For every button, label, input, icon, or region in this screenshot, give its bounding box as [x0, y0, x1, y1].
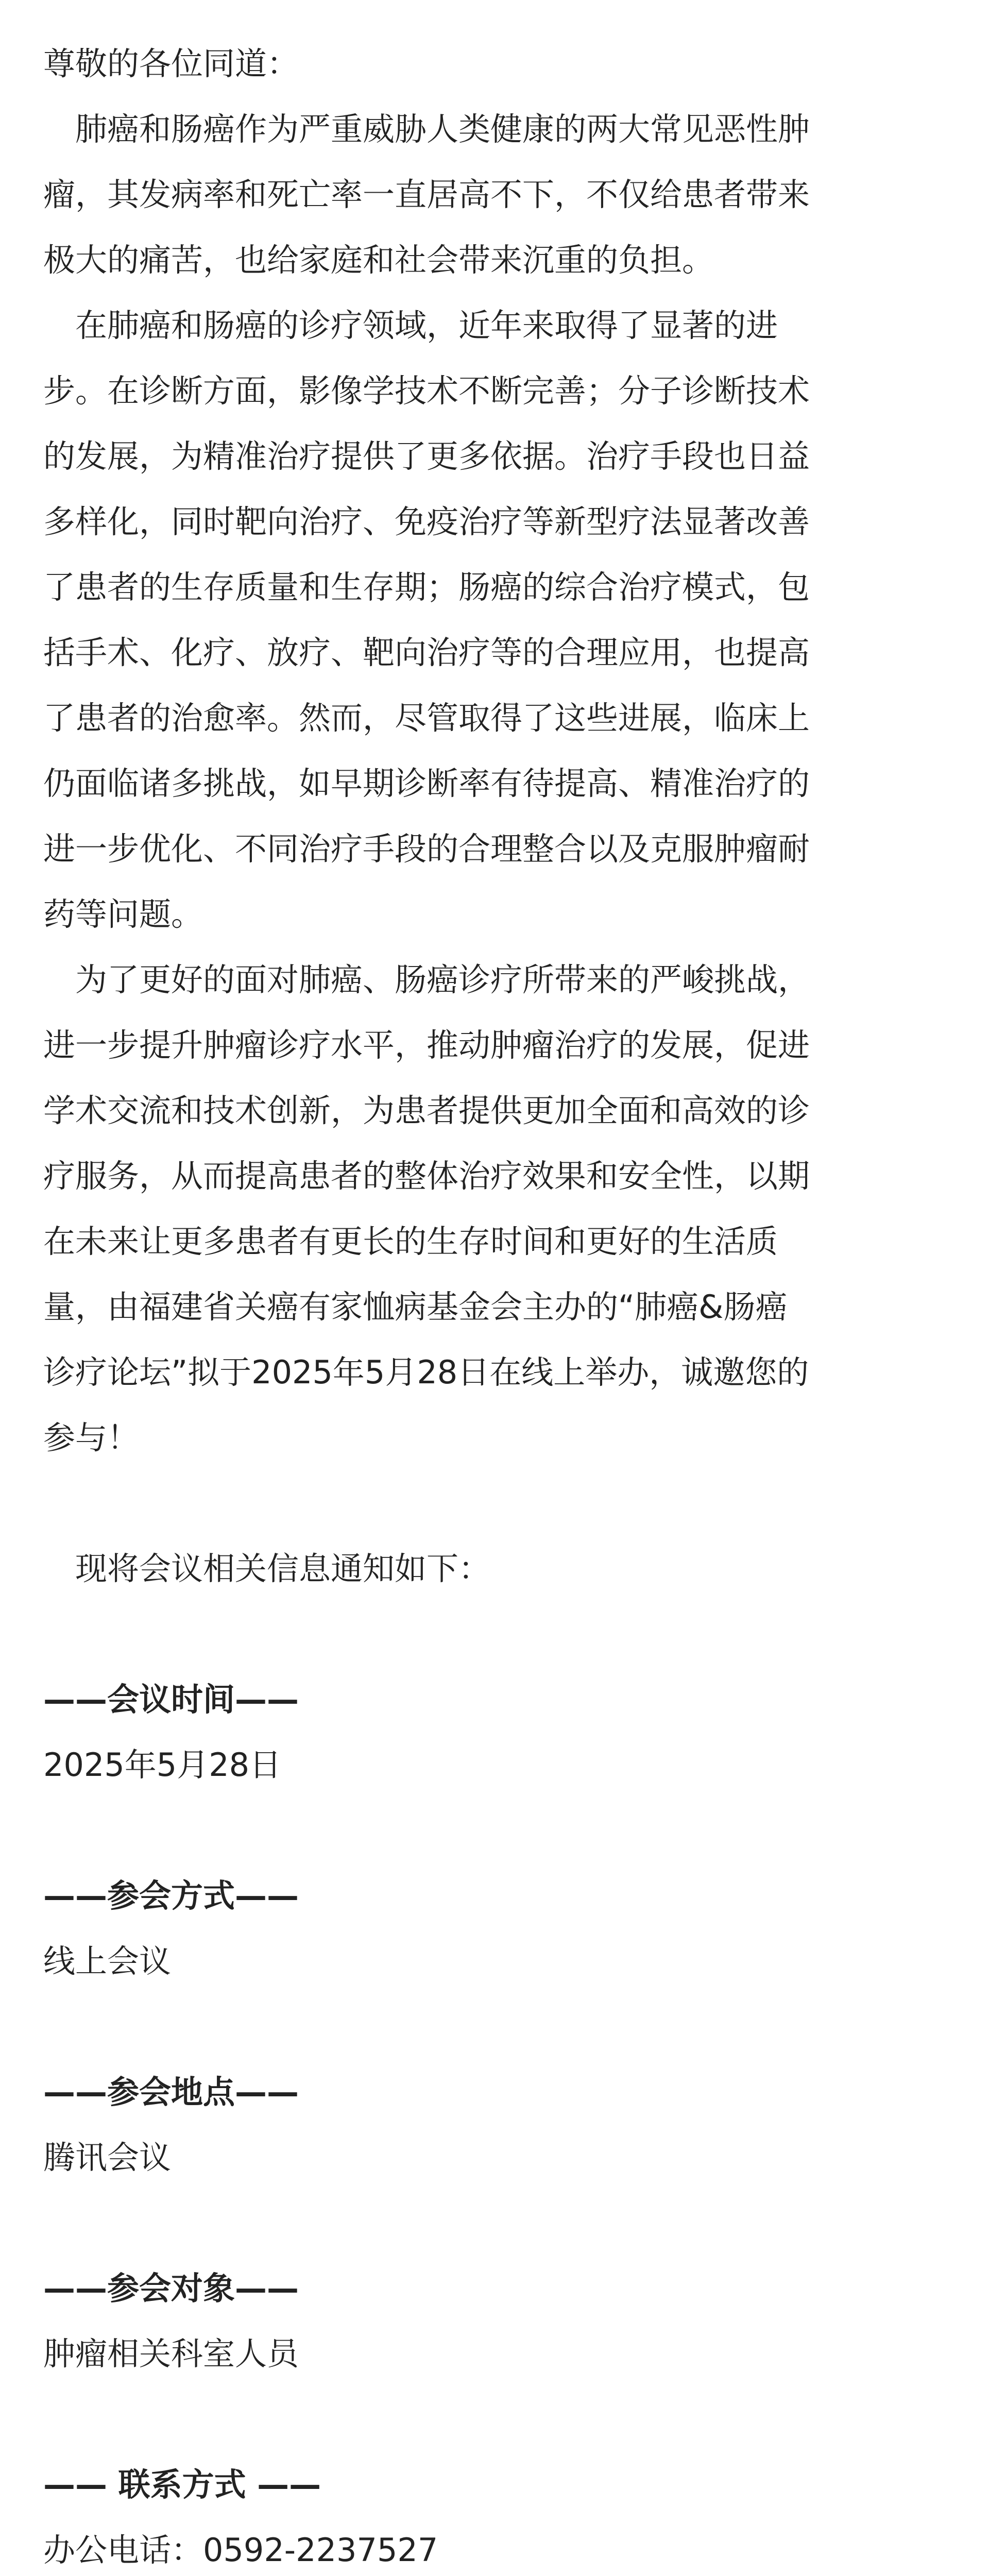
paragraph-2: [43, 293, 946, 947]
paragraph-line: 为了更好的面对肺癌、肠癌诊疗所带来的严峻挑战，: [75, 961, 810, 998]
paragraph-line: 进一步优化、不同治疗手段的合理整合以及克服肿瘤耐: [43, 830, 810, 868]
paragraph-line: 括手术、化疗、放疗、靶向治疗等的合理应用，也提高: [43, 634, 810, 671]
spacer: [43, 1470, 946, 1536]
notice-article: [43, 31, 946, 2576]
section-heading: ——会议时间——: [43, 1681, 299, 1718]
section-value: 线上会议: [43, 1942, 172, 1980]
paragraph-line: 参与！: [43, 1419, 140, 1456]
section-heading: ——参会地点——: [43, 2073, 299, 2111]
paragraph-line: 瘤，其发病率和死亡率一直居高不下，不仅给患者带来: [43, 176, 810, 213]
paragraph-3: [43, 947, 946, 1470]
section-heading: ——参会方式——: [43, 1877, 299, 1914]
paragraph-line: 的发展，为精准治疗提供了更多依据。治疗手段也日益: [43, 437, 810, 475]
spacer: [43, 1601, 946, 1667]
attendees-section: [43, 2256, 946, 2386]
paragraph-line: 疗服务，从而提高患者的整体治疗效果和安全性，以期: [43, 1157, 810, 1195]
paragraph-line: 量，由福建省关癌有家恤病基金会主办的“肺癌&肠癌: [43, 1288, 788, 1326]
paragraph-line: 进一步提升肿瘤诊疗水平，推动肿瘤治疗的发展，促进: [43, 1026, 810, 1064]
spacer: [43, 1994, 946, 2059]
attend-method-section: [43, 1863, 946, 1994]
paragraph-line: 仍面临诸多挑战，如早期诊断率有待提高、精准治疗的: [43, 765, 810, 802]
paragraph-line: 多样化，同时靶向治疗、免疫治疗等新型疗法显著改善: [43, 503, 810, 540]
spacer: [43, 1798, 946, 1863]
section-value: 2025年5月28日: [43, 1746, 282, 1784]
contact-phone: 办公电话：0592-2237527: [43, 2531, 438, 2569]
contact-section: [43, 2452, 946, 2576]
section-value: 肿瘤相关科室人员: [43, 2335, 299, 2372]
notice-intro: 现将会议相关信息通知如下：: [75, 1550, 491, 1587]
paragraph-line: 了患者的生存质量和生存期；肠癌的综合治疗模式，包: [43, 568, 810, 606]
paragraph-1: [43, 96, 946, 293]
paragraph-line: 药等问题。: [43, 895, 203, 933]
meeting-time-section: [43, 1667, 946, 1798]
paragraph-line: 诊疗论坛”拟于2025年5月28日在线上举办，诚邀您的: [43, 1353, 809, 1391]
section-value: 腾讯会议: [43, 2139, 172, 2176]
paragraph-line: 极大的痛苦，也给家庭和社会带来沉重的负担。: [43, 241, 714, 279]
section-heading: ——参会对象——: [43, 2269, 299, 2307]
spacer: [43, 2190, 946, 2256]
paragraph-line: 学术交流和技术创新，为患者提供更加全面和高效的诊: [43, 1092, 810, 1129]
paragraph-line: 肺癌和肠癌作为严重威胁人类健康的两大常见恶性肿: [75, 110, 810, 148]
paragraph-line: 在肺癌和肠癌的诊疗领域，近年来取得了显著的进: [75, 307, 778, 344]
spacer: [43, 2386, 946, 2452]
paragraph-line: 了患者的治愈率。然而，尽管取得了这些进展，临床上: [43, 699, 810, 737]
paragraph-line: 步。在诊断方面，影像学技术不断完善；分子诊断技术: [43, 372, 810, 410]
greeting: 尊敬的各位同道：: [43, 45, 299, 82]
paragraph-line: 在未来让更多患者有更长的生存时间和更好的生活质: [43, 1223, 778, 1260]
section-heading: —— 联系方式 ——: [43, 2466, 321, 2503]
attend-location-section: [43, 2059, 946, 2190]
